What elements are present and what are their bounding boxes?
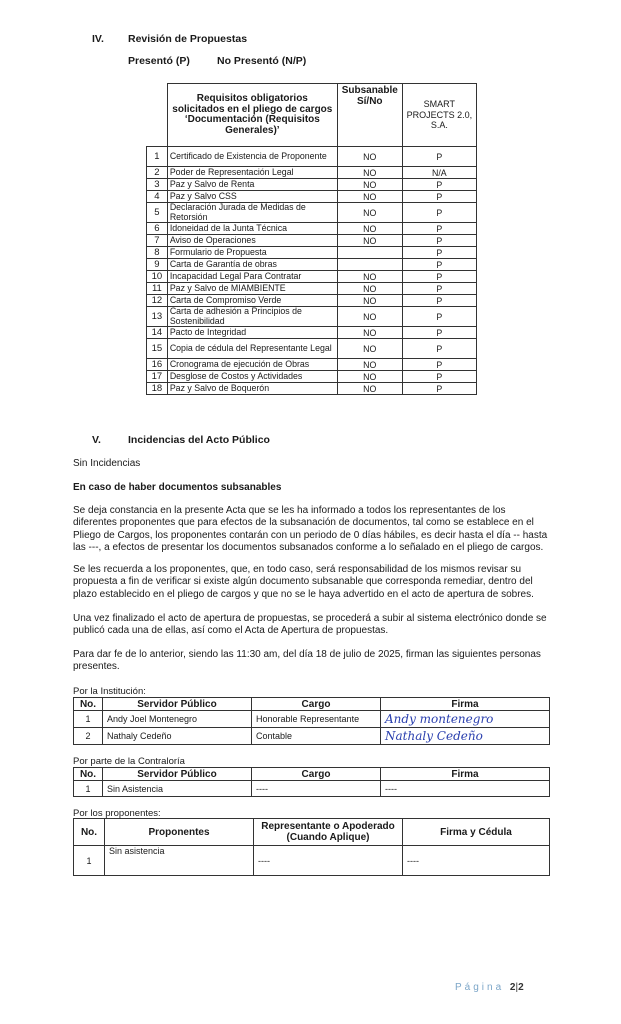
row-number: 13 <box>147 307 168 327</box>
bidder-status: P <box>402 235 476 247</box>
table-row <box>147 191 477 203</box>
legend-presented: Presentó (P) <box>128 55 190 67</box>
table-row <box>147 307 477 327</box>
table-row <box>147 283 477 295</box>
table-row <box>74 781 550 797</box>
table-row <box>147 359 477 371</box>
signature-2: Nathaly Cedeño <box>381 728 550 745</box>
table-row <box>147 383 477 395</box>
no-incidents-text: Sin Incidencias <box>73 458 141 469</box>
subsanable-value: NO <box>337 179 402 191</box>
bidder-status: P <box>402 327 476 339</box>
subsanable-value <box>337 247 402 259</box>
table-row <box>147 179 477 191</box>
section-iv-number: IV. <box>92 33 104 45</box>
subsanable-value: NO <box>337 359 402 371</box>
subsanable-heading: En caso de haber documentos subsanables <box>73 482 282 493</box>
requirement-name: Idoneidad de la Junta Técnica <box>167 223 337 235</box>
proponentes-table <box>73 818 550 876</box>
requirement-name: Cronograma de ejecución de Obras <box>167 359 337 371</box>
subsanable-value: NO <box>337 235 402 247</box>
subsanable-value: NO <box>337 283 402 295</box>
row-number: 14 <box>147 327 168 339</box>
row-number: 8 <box>147 247 168 259</box>
requirements-header-row <box>147 84 477 147</box>
row-number: 7 <box>147 235 168 247</box>
requirement-name: Copia de cédula del Representante Legal <box>167 339 337 359</box>
requirement-name: Paz y Salvo de Boquerón <box>167 383 337 395</box>
subsanable-value: NO <box>337 203 402 223</box>
bidder-status: P <box>402 359 476 371</box>
header-servidor: Servidor Público <box>103 768 252 781</box>
requirement-name: Carta de Garantía de obras <box>167 259 337 271</box>
bidder-status: P <box>402 179 476 191</box>
bidder-status: P <box>402 191 476 203</box>
row-number: 11 <box>147 283 168 295</box>
subsanable-value: NO <box>337 147 402 167</box>
proponentes-header-row <box>74 819 550 846</box>
row-number: 5 <box>147 203 168 223</box>
paragraph-subsanacion: Se deja constancia en la presente Acta que se les ha informado a todos los representantes de los diferentes proponentes que para efectos de la subsanación de documentos, tal como se establece en el Pliego de Cargos, los proponentes contarán con un periodo de 0 días hábiles, es decir hasta el día -- hasta las ---, a efectos de presentar los documentos subsanados conforme a lo señalado en el pliego de cargos. <box>73 505 548 554</box>
subsanable-value: NO <box>337 339 402 359</box>
table-row <box>147 147 477 167</box>
subsanable-value: NO <box>337 191 402 203</box>
section-v-number: V. <box>92 434 101 446</box>
header-no: No. <box>74 698 103 711</box>
requirement-name: Carta de Compromiso Verde <box>167 295 337 307</box>
bidder-status: P <box>402 203 476 223</box>
header-firma: Firma <box>381 768 550 781</box>
proponentes-caption: Por los proponentes: <box>73 808 161 819</box>
requirements-table <box>146 83 477 395</box>
bidder-status: P <box>402 383 476 395</box>
requirement-name: Pacto de Integridad <box>167 327 337 339</box>
header-firma-cedula: Firma y Cédula <box>403 819 550 846</box>
requirement-name: Incapacidad Legal Para Contratar <box>167 271 337 283</box>
bidder-status: N/A <box>402 167 476 179</box>
subsanable-value: NO <box>337 383 402 395</box>
institution-caption: Por la Institución: <box>73 686 146 697</box>
header-cargo: Cargo <box>252 698 381 711</box>
bidder-status: P <box>402 295 476 307</box>
requirement-name: Carta de adhesión a Principios de Sostenibilidad <box>167 307 337 327</box>
bidder-status: P <box>402 371 476 383</box>
paragraph-fe: Para dar fe de lo anterior, siendo las 11:30 am, del día 18 de julio de 2025, firman las siguientes personas presentes. <box>73 649 541 673</box>
bidder-status: P <box>402 223 476 235</box>
page-footer: Página 2|2 <box>455 982 524 993</box>
header-subsanable: Subsanable Sí/No <box>337 84 402 147</box>
servidor-name: Sin Asistencia <box>103 781 252 797</box>
bidder-status: P <box>402 247 476 259</box>
header-bidder: SMART PROJECTS 2.0, S.A. <box>402 84 476 147</box>
table-row <box>74 846 550 876</box>
header-no: No. <box>74 768 103 781</box>
row-number: 16 <box>147 359 168 371</box>
subsanable-value: NO <box>337 327 402 339</box>
table-row <box>147 235 477 247</box>
subsanable-value: NO <box>337 223 402 235</box>
institution-header-row <box>74 698 550 711</box>
contraloria-header-row <box>74 768 550 781</box>
bidder-status: P <box>402 271 476 283</box>
requirement-name: Desglose de Costos y Actividades <box>167 371 337 383</box>
signature-1: Andy montenegro <box>381 711 550 728</box>
firma-value: ---- <box>403 846 550 876</box>
subsanable-value: NO <box>337 167 402 179</box>
proponente-name: Sin asistencia <box>105 846 254 876</box>
table-row <box>147 271 477 283</box>
servidor-name: Andy Joel Montenegro <box>103 711 252 728</box>
servidor-role: ---- <box>252 781 381 797</box>
representante-value: ---- <box>254 846 403 876</box>
servidor-name: Nathaly Cedeño <box>103 728 252 745</box>
table-row <box>147 371 477 383</box>
table-row <box>147 295 477 307</box>
table-row <box>147 167 477 179</box>
bidder-status: P <box>402 259 476 271</box>
row-number: 1 <box>74 846 105 876</box>
table-row <box>74 711 550 728</box>
signature-value: ---- <box>381 781 550 797</box>
table-row <box>147 339 477 359</box>
requirement-name: Paz y Salvo de MIAMBIENTE <box>167 283 337 295</box>
bidder-status: P <box>402 147 476 167</box>
subsanable-value: NO <box>337 307 402 327</box>
header-firma: Firma <box>381 698 550 711</box>
table-row <box>74 728 550 745</box>
header-representante: Representante o Apoderado (Cuando Aplique) <box>254 819 403 846</box>
table-row <box>147 223 477 235</box>
requirement-name: Aviso de Operaciones <box>167 235 337 247</box>
row-number: 3 <box>147 179 168 191</box>
row-number: 9 <box>147 259 168 271</box>
row-number: 12 <box>147 295 168 307</box>
row-number: 17 <box>147 371 168 383</box>
row-number: 18 <box>147 383 168 395</box>
paragraph-responsabilidad: Se les recuerda a los proponentes, que, en todo caso, será responsabilidad de los mismos revisar su propuesta a fin de verificar si existe algún documento subsanable que corresponda remediar, dentro del plazo establecido en el pliego de cargos y que no se le haya advertido en el acto de apertura de sobres. <box>73 564 534 600</box>
requirement-name: Declaración Jurada de Medidas de Retorsión <box>167 203 337 223</box>
contraloria-table <box>73 767 550 797</box>
header-servidor: Servidor Público <box>103 698 252 711</box>
header-requirements: Requisitos obligatorios solicitados en el pliego de cargos ‘Documentación (Requisitos Generales)’ <box>167 84 337 147</box>
requirement-name: Paz y Salvo de Renta <box>167 179 337 191</box>
row-number: 15 <box>147 339 168 359</box>
blank-corner-cell <box>147 84 168 147</box>
institution-table <box>73 697 550 745</box>
servidor-role: Honorable Representante <box>252 711 381 728</box>
header-proponentes: Proponentes <box>105 819 254 846</box>
requirement-name: Paz y Salvo CSS <box>167 191 337 203</box>
requirement-name: Formulario de Propuesta <box>167 247 337 259</box>
requirement-name: Poder de Representación Legal <box>167 167 337 179</box>
table-row <box>147 247 477 259</box>
subsanable-value: NO <box>337 295 402 307</box>
row-number: 1 <box>74 711 103 728</box>
row-number: 2 <box>147 167 168 179</box>
legend-not-presented: No Presentó (N/P) <box>217 55 307 67</box>
subsanable-value: NO <box>337 371 402 383</box>
header-cargo: Cargo <box>252 768 381 781</box>
servidor-role: Contable <box>252 728 381 745</box>
page-number: 2 <box>509 982 516 993</box>
paragraph-publicacion: Una vez finalizado el acto de apertura de propuestas, se procederá a subir al sistema electrónico donde se publicó cada una de ellas, así como el Acta de Apertura de propuestas. <box>73 613 547 637</box>
section-iv-title: Revisión de Propuestas <box>128 33 248 45</box>
contraloria-caption: Por parte de la Contraloría <box>73 756 185 767</box>
table-row <box>147 203 477 223</box>
row-number: 4 <box>147 191 168 203</box>
table-row <box>147 259 477 271</box>
page-total: 2 <box>518 982 524 993</box>
subsanable-value <box>337 259 402 271</box>
subsanable-value: NO <box>337 271 402 283</box>
row-number: 2 <box>74 728 103 745</box>
requirement-name: Certificado de Existencia de Proponente <box>167 147 337 167</box>
table-row <box>147 327 477 339</box>
row-number: 10 <box>147 271 168 283</box>
row-number: 1 <box>147 147 168 167</box>
page-label: Página <box>455 982 505 993</box>
row-number: 6 <box>147 223 168 235</box>
section-v-title: Incidencias del Acto Público <box>128 434 270 446</box>
bidder-status: P <box>402 339 476 359</box>
bidder-status: P <box>402 307 476 327</box>
header-no: No. <box>74 819 105 846</box>
bidder-status: P <box>402 283 476 295</box>
row-number: 1 <box>74 781 103 797</box>
